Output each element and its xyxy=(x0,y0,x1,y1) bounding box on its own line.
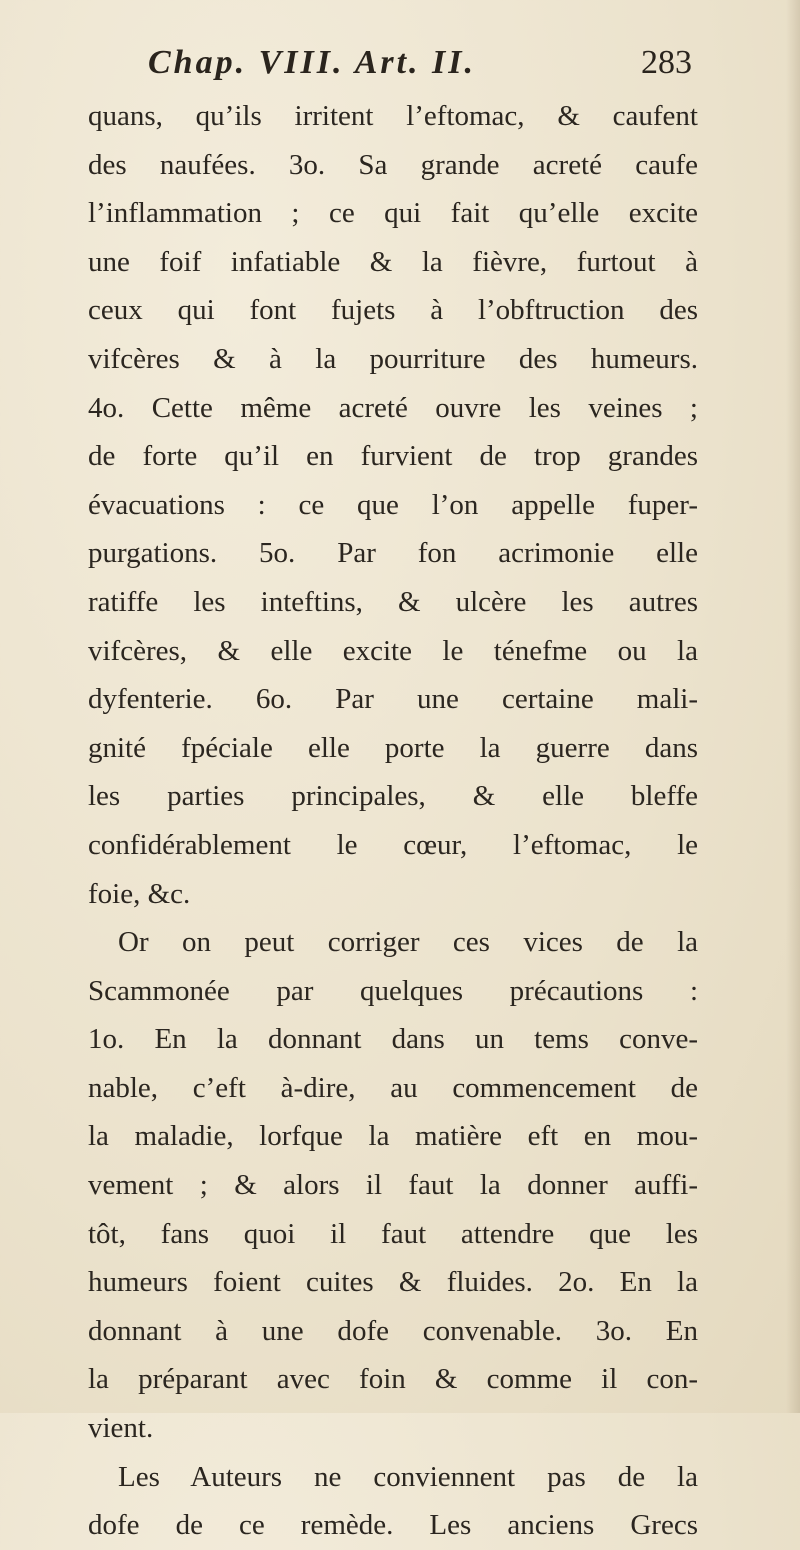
text-line: Or on peut corriger ces vices de la xyxy=(118,926,698,959)
text-line: Scammonée par quelques précautions : xyxy=(88,974,698,1007)
text-line: 1o. En la donnant dans un tems conve- xyxy=(88,1023,698,1056)
text-line: tôt, fans quoi il faut attendre que les xyxy=(88,1217,698,1250)
page-number: 283 xyxy=(641,44,692,81)
text-line: la préparant avec foin & comme il con- xyxy=(88,1363,698,1396)
text-line: une foif infatiable & la fièvre, furtout à xyxy=(88,245,698,278)
text-line: des naufées. 3o. Sa grande acreté caufe xyxy=(88,148,698,181)
text-line: Les Auteurs ne conviennent pas de la xyxy=(118,1460,698,1493)
text-line: donnant à une dofe convenable. 3o. En xyxy=(88,1314,698,1347)
running-header xyxy=(148,44,692,94)
text-line: ceux qui font fujets à l’obftruction des xyxy=(88,294,698,327)
text-line: vifcères, & elle excite le ténefme ou la xyxy=(88,634,698,667)
text-line: de forte qu’il en furvient de trop grandes xyxy=(88,440,698,473)
text-line: 4o. Cette même acreté ouvre les veines ; xyxy=(88,391,698,424)
text-line: l’inflammation ; ce qui fait qu’elle excite xyxy=(88,197,698,230)
text-line: vement ; & alors il faut la donner auffi- xyxy=(88,1169,698,1202)
text-line: évacuations : ce que l’on appelle fuper- xyxy=(88,488,698,521)
page-edge-shadow xyxy=(786,0,800,1413)
text-line: quans, qu’ils irritent l’eftomac, & caufent xyxy=(88,100,698,132)
text-line: humeurs foient cuites & fluides. 2o. En la xyxy=(88,1266,698,1299)
text-line: confidérablement le cœur, l’eftomac, le xyxy=(88,828,698,861)
text-line: vient. xyxy=(88,1412,154,1445)
text-line: la maladie, lorfque la matière eft en mou- xyxy=(88,1120,698,1153)
running-title: Chap. VIII. Art. II. xyxy=(148,44,477,81)
text-line: ratiffe les inteftins, & ulcère les autres xyxy=(88,585,698,618)
text-line: gnité fpéciale elle porte la guerre dans xyxy=(88,731,698,764)
text-line: foie, &c. xyxy=(88,877,191,910)
text-line: dofe de ce remède. Les anciens Grecs xyxy=(88,1509,698,1542)
text-line: dyfenterie. 6o. Par une certaine mali- xyxy=(88,683,698,716)
text-line: vifcères & à la pourriture des humeurs. xyxy=(88,342,698,375)
body-text xyxy=(88,92,698,1550)
text-line: nable, c’eft à-dire, au commencement de xyxy=(88,1071,698,1104)
text-line: les parties principales, & elle bleffe xyxy=(88,780,698,813)
text-line: purgations. 5o. Par fon acrimonie elle xyxy=(88,537,698,570)
